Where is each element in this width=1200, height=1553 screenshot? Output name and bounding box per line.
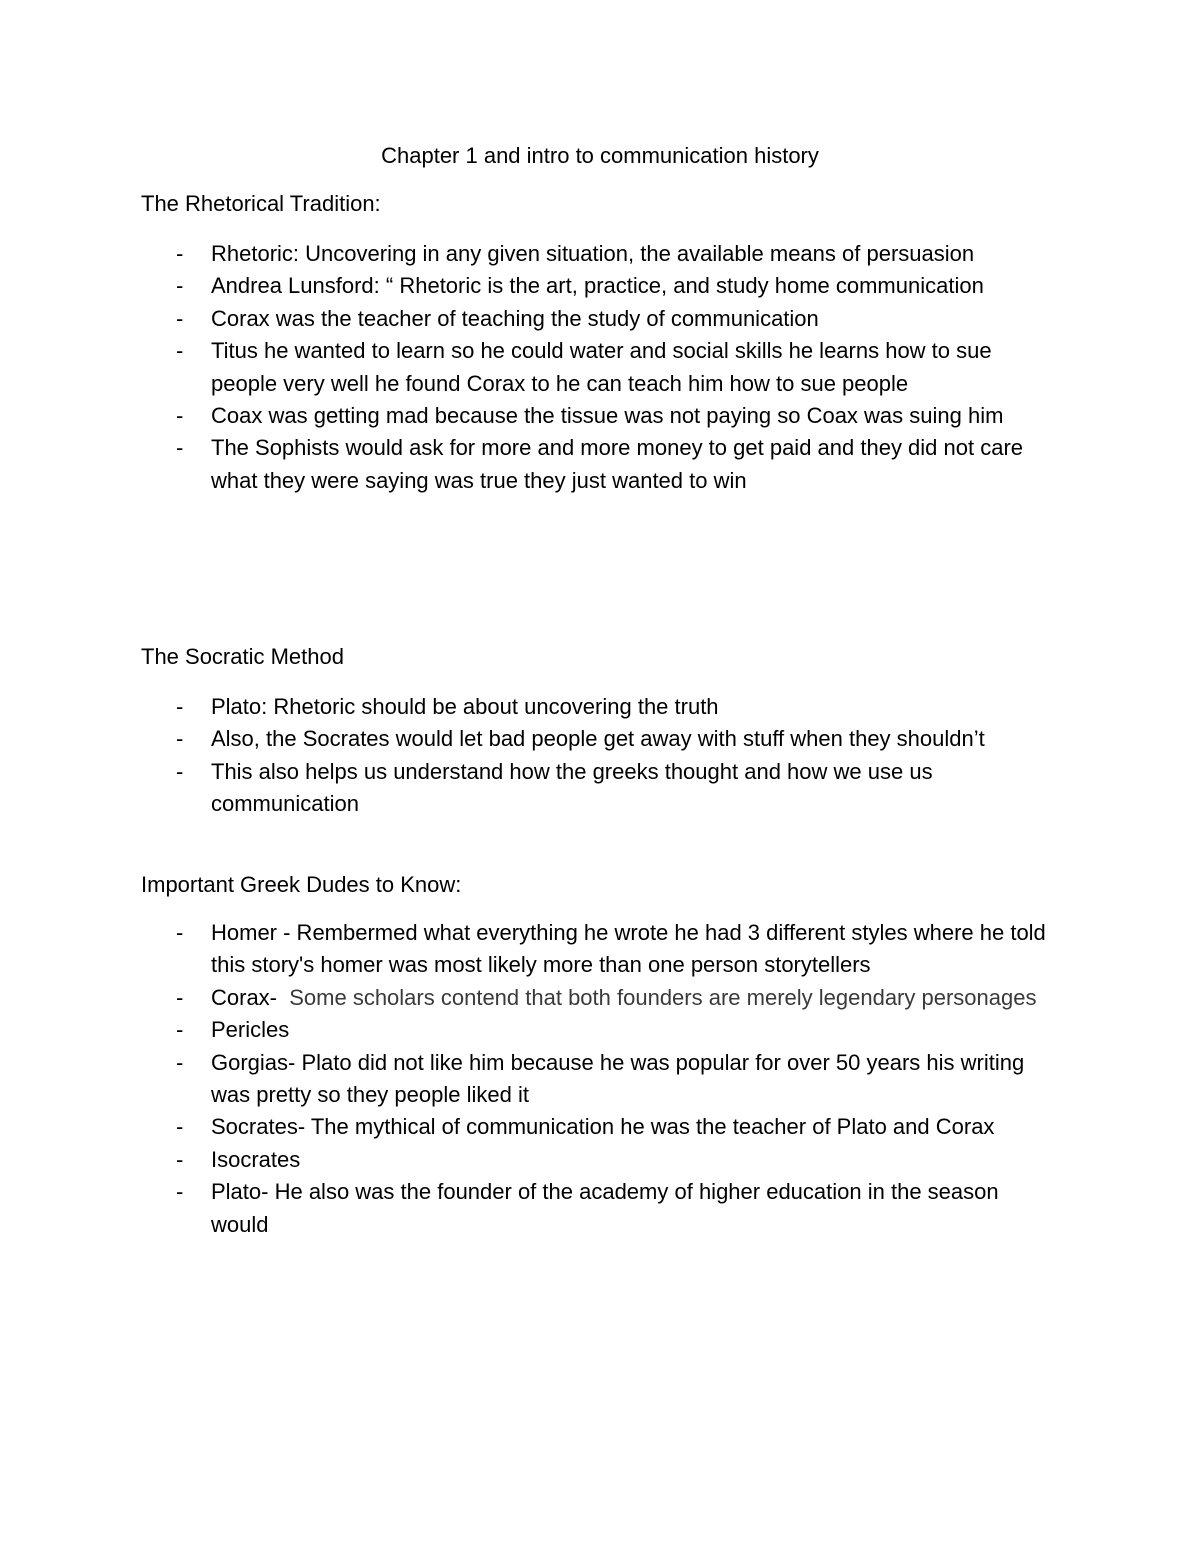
list-item: - The Sophists would ask for more and more money to get paid and they did not care what they were saying was true they just wanted to win (0, 432, 1061, 497)
dash-bullet-icon: - (176, 726, 184, 752)
dash-bullet-icon: - (176, 1179, 184, 1205)
dash-bullet-icon: - (176, 435, 184, 461)
dash-bullet-icon: - (176, 1049, 184, 1075)
dash-bullet-icon: - (176, 984, 184, 1010)
dash-bullet-icon: - (176, 403, 184, 429)
list-item: - Pericles (0, 1014, 1061, 1046)
greek-dudes-list (0, 917, 1200, 1241)
dash-bullet-icon: - (176, 920, 184, 945)
dash-bullet-icon: - (176, 1017, 184, 1043)
dash-bullet-icon: - (176, 305, 184, 331)
person-description: Some scholars contend that both founders are merely legendary personages (277, 984, 1037, 1010)
list-item: - Titus he wanted to learn so he could water and social skills he learns how to sue people very well he found Corax to he can teach him how to sue people (0, 335, 1061, 400)
list-item: - Isocrates (0, 1144, 1061, 1176)
section-heading-rhetorical-tradition: The Rhetorical Tradition: (141, 191, 381, 216)
dash-bullet-icon: - (176, 758, 184, 784)
section-heading-socratic-method: The Socratic Method (141, 644, 344, 669)
list-item: - Rhetoric: Uncovering in any given situation, the available means of persuasion (0, 238, 1061, 270)
list-item: - Plato- He also was the founder of the academy of higher education in the season would (0, 1176, 1061, 1241)
dash-bullet-icon: - (176, 1114, 184, 1140)
list-item (0, 982, 1061, 1014)
dash-bullet-icon: - (176, 694, 184, 719)
rhetorical-tradition-list (0, 238, 1200, 497)
list-item: - Andrea Lunsford: “ Rhetoric is the art, practice, and study home communication (0, 270, 1061, 302)
dash-bullet-icon: - (176, 1146, 184, 1172)
dash-bullet-icon: - (176, 338, 184, 364)
dash-bullet-icon: - (176, 241, 184, 266)
person-name: Corax- (211, 984, 278, 1010)
dash-bullet-icon: - (176, 273, 184, 299)
list-item: - Plato: Rhetoric should be about uncovering the truth (0, 691, 1061, 723)
list-item: - This also helps us understand how the greeks thought and how we use us communication (0, 756, 1061, 821)
list-item: - Socrates- The mythical of communication he was the teacher of Plato and Corax (0, 1111, 1061, 1143)
list-item: - Corax was the teacher of teaching the study of communication (0, 303, 1061, 335)
page-title: Chapter 1 and intro to communication history (381, 143, 819, 168)
section-heading-greek-dudes: Important Greek Dudes to Know: (141, 872, 462, 897)
list-item: - Gorgias- Plato did not like him because he was popular for over 50 years his writing was pretty so they people liked it (0, 1047, 1061, 1112)
list-item: - Also, the Socrates would let bad people get away with stuff when they shouldn’t (0, 723, 1061, 755)
list-item: - Coax was getting mad because the tissue was not paying so Coax was suing him (0, 400, 1061, 432)
socratic-method-list (0, 691, 1200, 821)
list-item: - Homer - Rembermed what everything he wrote he had 3 different styles where he told this story's homer was most likely more than one person storytellers (0, 917, 1061, 982)
